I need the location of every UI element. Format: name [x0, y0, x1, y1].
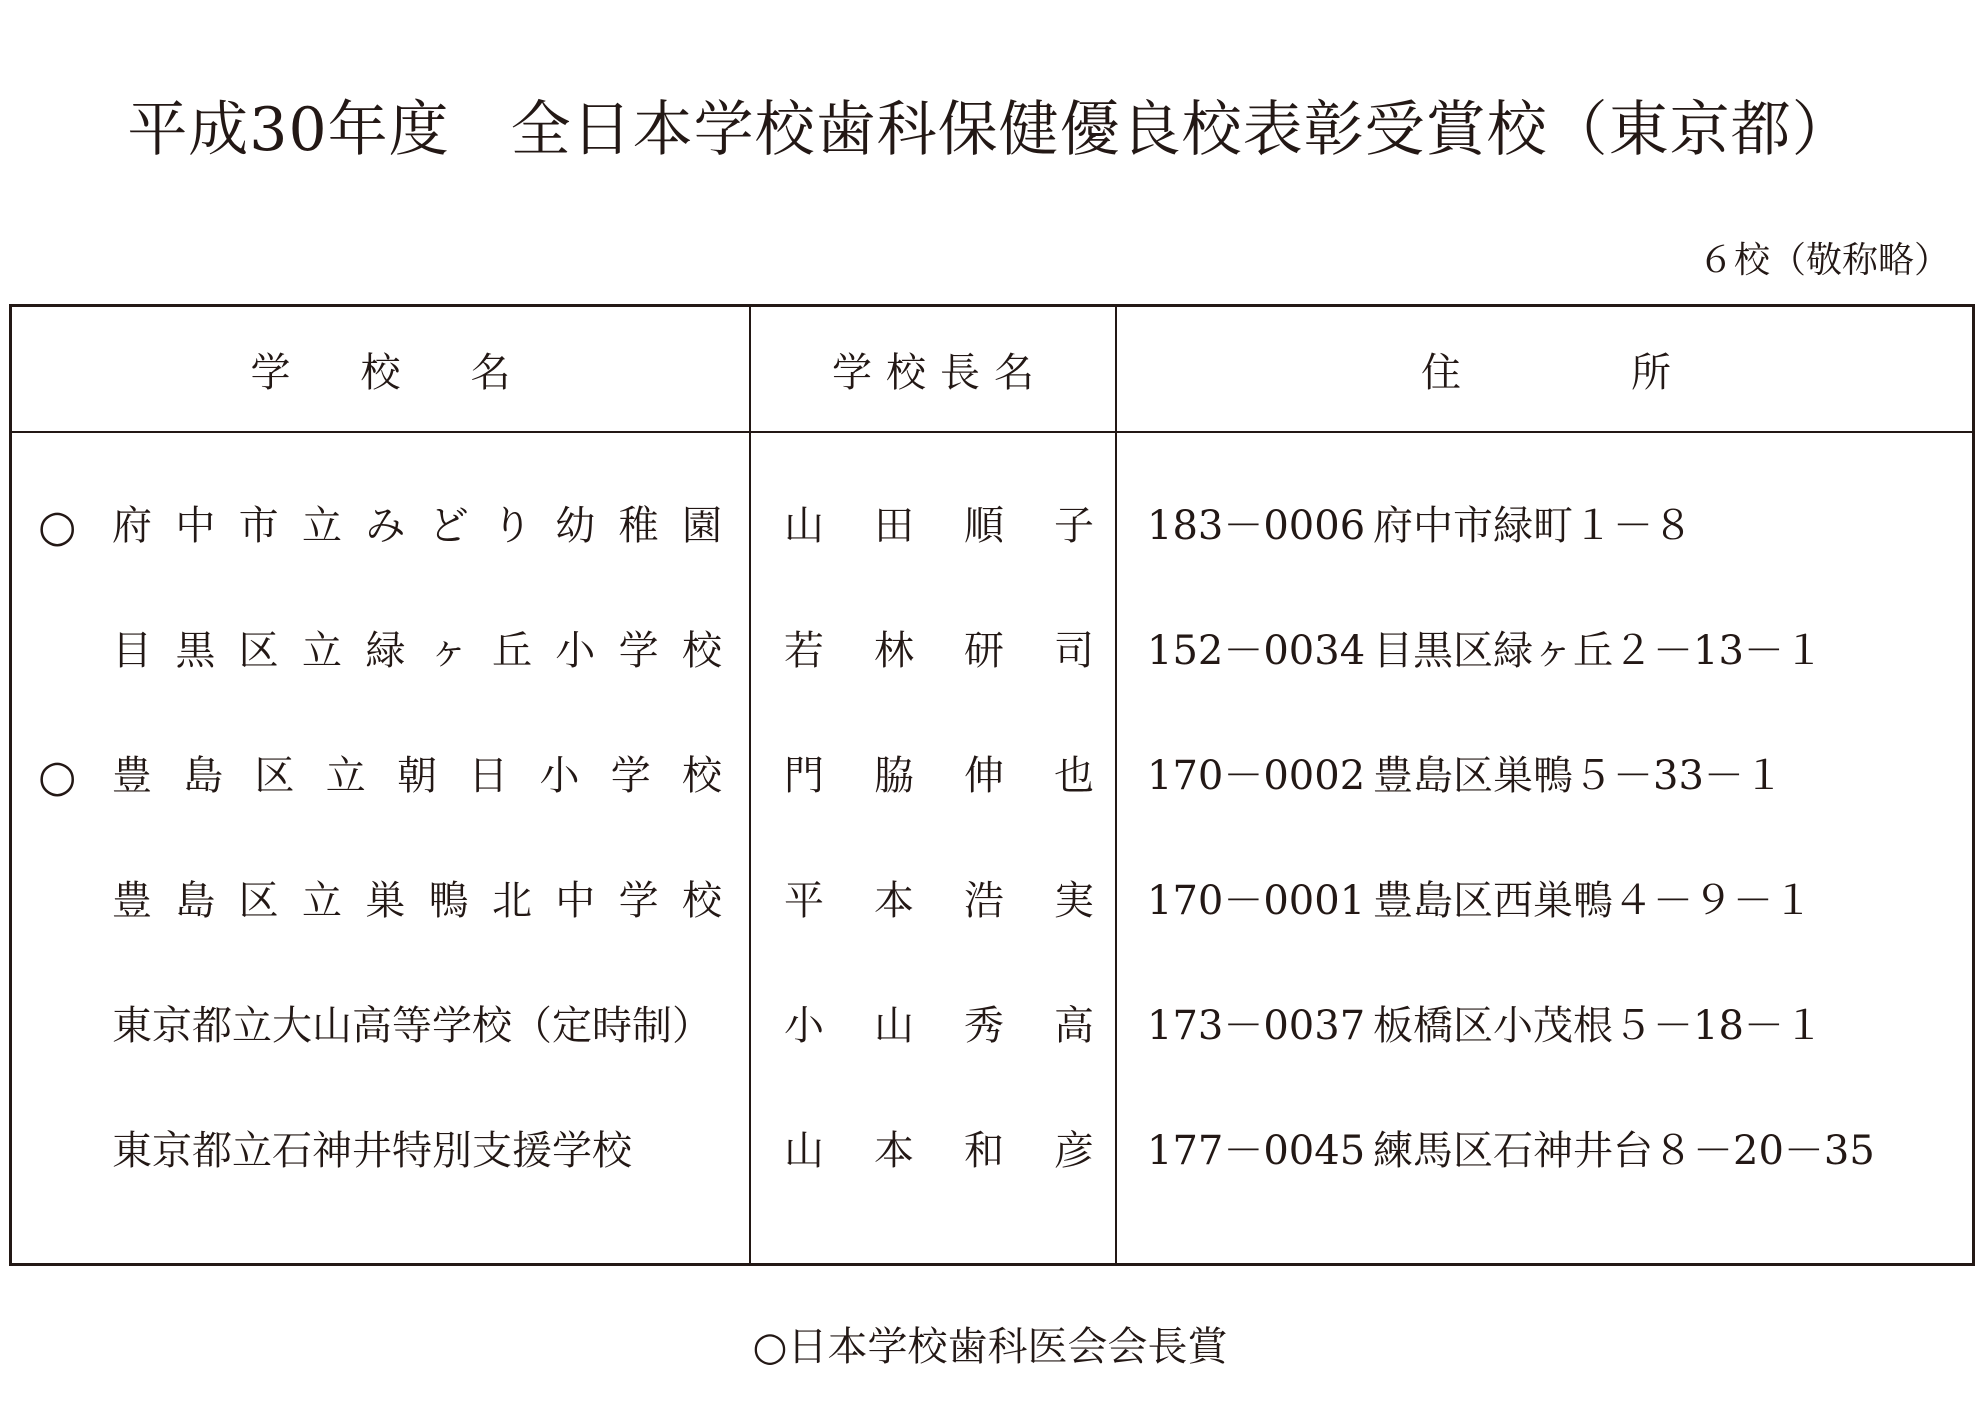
principal-name-text: 門 脇 伸 也	[784, 753, 1094, 799]
award-mark	[38, 589, 98, 714]
postal-code: 170－0002	[1147, 753, 1366, 799]
school-name-text: 府 中 市 立 み ど り 幼 稚 園	[112, 503, 722, 549]
header-school-name: 学校名	[250, 349, 581, 396]
school-name	[112, 839, 722, 964]
school-name-text: 目 黒 区 立 緑 ヶ 丘 小 学 校	[112, 628, 722, 674]
principal-name-text: 山 本 和 彦	[784, 1128, 1094, 1174]
principal-name-text: 平 本 浩 実	[784, 878, 1094, 924]
school-name-text: 豊 島 区 立 巣 鴨 北 中 学 校	[112, 878, 722, 924]
table-row	[12, 1089, 1972, 1214]
award-mark	[38, 839, 98, 964]
school-name	[112, 1089, 722, 1214]
school-count-note: ６校（敬称略）	[1697, 240, 1950, 281]
header-principal-name: 学校長名	[832, 349, 1048, 396]
award-footnote: ○日本学校歯科医会会長賞	[752, 1324, 1228, 1370]
table-row	[12, 589, 1972, 714]
street-address: 練馬区石神井台８－20－35	[1373, 1128, 1875, 1174]
address	[1147, 964, 1824, 1089]
address	[1147, 589, 1824, 714]
street-address: 目黒区緑ヶ丘２－13－１	[1373, 628, 1824, 674]
page-title: 平成30年度 全日本学校歯科保健優良校表彰受賞校（東京都）	[127, 95, 1853, 165]
postal-code: 152－0034	[1147, 628, 1366, 674]
street-address: 豊島区西巣鴨４－９－１	[1373, 878, 1813, 924]
address	[1147, 839, 1813, 964]
postal-code: 170－0001	[1147, 878, 1366, 924]
school-name-text: 豊 島 区 立 朝 日 小 学 校	[112, 753, 722, 799]
postal-code: 173－0037	[1147, 1003, 1366, 1049]
award-mark	[38, 964, 98, 1089]
school-name	[112, 464, 722, 589]
school-name	[112, 714, 722, 839]
award-mark: ○	[38, 501, 77, 552]
street-address: 府中市緑町１－８	[1373, 503, 1693, 549]
postal-code: 183－0006	[1147, 503, 1366, 549]
principal-name	[784, 1089, 1094, 1214]
award-mark: ○	[38, 751, 77, 802]
principal-name-text: 小 山 秀 高	[784, 1003, 1094, 1049]
principal-name-text: 山 田 順 子	[784, 503, 1094, 549]
school-name	[112, 964, 722, 1089]
principal-name	[784, 839, 1094, 964]
address	[1147, 1089, 1875, 1214]
principal-name	[784, 714, 1094, 839]
school-name-text: 東京都立石神井特別支援学校	[112, 1128, 632, 1174]
principal-name	[784, 964, 1094, 1089]
street-address: 豊島区巣鴨５－33－１	[1373, 753, 1784, 799]
street-address: 板橋区小茂根５－18－１	[1373, 1003, 1824, 1049]
address	[1147, 714, 1784, 839]
header-divider	[12, 431, 1972, 433]
table-row	[12, 964, 1972, 1089]
table-row	[12, 714, 1972, 839]
address	[1147, 464, 1693, 589]
principal-name-text: 若 林 研 司	[784, 628, 1094, 674]
header-address: 住所	[1421, 349, 1841, 396]
table-row	[12, 464, 1972, 589]
awards-table	[9, 304, 1975, 1266]
principal-name	[784, 589, 1094, 714]
school-name	[112, 589, 722, 714]
table-row	[12, 839, 1972, 964]
award-mark	[38, 1089, 98, 1214]
school-name-text: 東京都立大山高等学校（定時制）	[112, 1003, 712, 1049]
table-body	[12, 464, 1972, 1214]
postal-code: 177－0045	[1147, 1128, 1366, 1174]
principal-name	[784, 464, 1094, 589]
